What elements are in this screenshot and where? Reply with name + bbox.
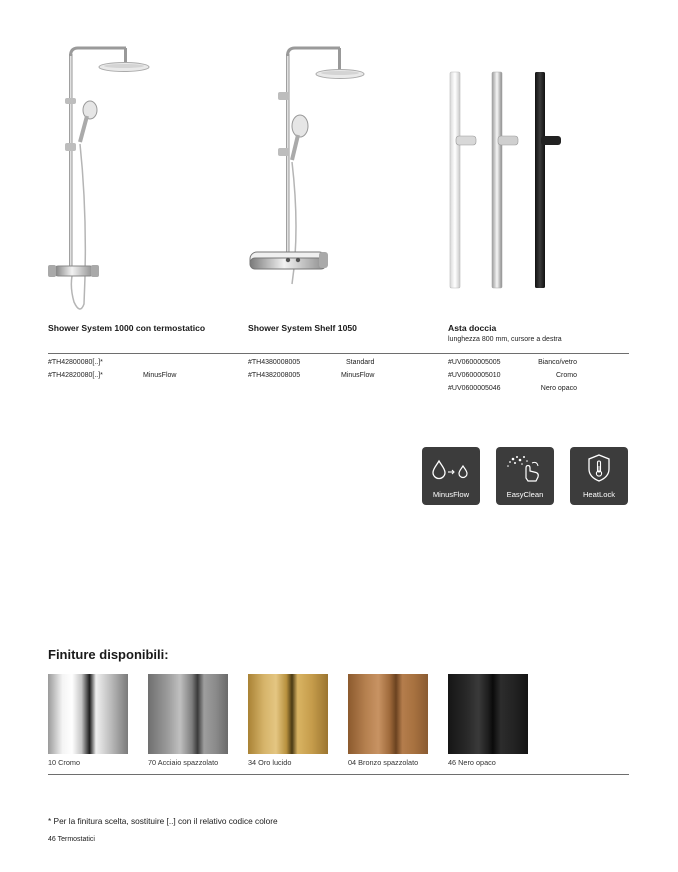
finish-swatch-cromo xyxy=(48,674,128,754)
finish-swatch-bronzo xyxy=(348,674,428,754)
finish-label: 04 Bronzo spazzolato xyxy=(348,758,419,767)
finish-label: 46 Nero opaco xyxy=(448,758,496,767)
feature-label: MinusFlow xyxy=(432,490,470,499)
finish-label: 34 Oro lucido xyxy=(248,758,292,767)
product-code: #UV0600005010 xyxy=(448,372,501,379)
finishes-divider xyxy=(48,774,629,775)
feature-label: HeatLock xyxy=(582,490,616,499)
finish-label: 10 Cromo xyxy=(48,758,81,767)
page-footer: 46 Termostatici xyxy=(48,836,95,843)
feature-badge-heatlock xyxy=(570,447,628,505)
product-title: Shower System Shelf 1050 xyxy=(248,323,357,333)
hand-easyclean-icon xyxy=(496,447,554,487)
product-title: Asta doccia xyxy=(448,323,497,333)
product-code: #TH42820080[..]* xyxy=(48,372,103,379)
feature-badge-minusflow xyxy=(422,447,480,505)
finishes-title: Finiture disponibili: xyxy=(48,647,169,662)
feature-label: EasyClean xyxy=(506,490,544,499)
footnote: * Per la finitura scelta, sostituire [..] con il relativo codice colore xyxy=(48,816,278,826)
product-variant: Standard xyxy=(346,359,375,366)
shower-system-1000-image xyxy=(40,40,170,312)
product-variant: Bianco/vetro xyxy=(538,359,577,366)
product-code: #TH42800080[..]* xyxy=(48,359,103,366)
product-variant: Cromo xyxy=(555,372,577,379)
product-subtitle: lunghezza 800 mm, cursore a destra xyxy=(448,336,562,343)
finish-swatch-nero xyxy=(448,674,528,754)
product-variant: Nero opaco xyxy=(540,385,577,392)
product-variant: MinusFlow xyxy=(143,372,177,379)
asta-doccia-image xyxy=(440,70,590,292)
product-code: #TH4380008005 xyxy=(248,359,301,366)
feature-badge-easyclean xyxy=(496,447,554,505)
product-variant: MinusFlow xyxy=(341,372,375,379)
finish-label: 70 Acciaio spazzolato xyxy=(148,758,219,767)
thermometer-shield-icon xyxy=(570,447,628,487)
shower-system-shelf-image xyxy=(244,40,374,312)
product-title: Shower System 1000 con termostatico xyxy=(48,323,206,333)
drop-minusflow-icon xyxy=(422,447,480,487)
product-code: #UV0600005005 xyxy=(448,359,501,366)
product-code: #UV0600005046 xyxy=(448,385,501,392)
product-divider xyxy=(48,353,629,354)
finish-swatch-oro xyxy=(248,674,328,754)
product-code: #TH4382008005 xyxy=(248,372,301,379)
finish-swatch-acciaio xyxy=(148,674,228,754)
